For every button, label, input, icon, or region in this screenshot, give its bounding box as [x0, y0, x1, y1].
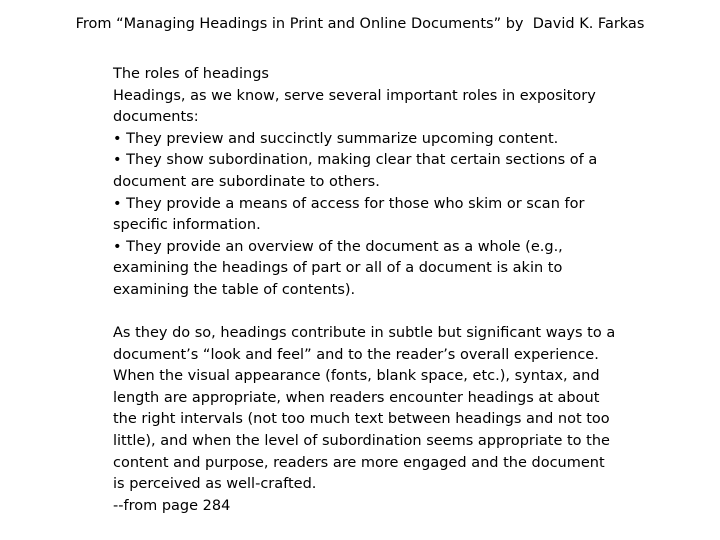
text-line: documents: [113, 109, 199, 126]
text-line: specific information. [113, 217, 261, 234]
source-citation: From “Managing Headings in Print and Online Documents” by David K. Farkas [75, 16, 645, 32]
bullet-line: • They provide a means of access for those who skim or scan for [113, 195, 585, 212]
text-line: examining the headings of part or all of a document is akin to [113, 260, 563, 277]
text-line: is perceived as well-crafted. [113, 476, 317, 493]
text-line: Headings, as we know, serve several important roles in expository [113, 87, 596, 104]
roles-of-headings-section [113, 64, 633, 302]
page-reference: --from page 284 [113, 497, 231, 514]
bullet-line: • They provide an overview of the document as a whole (e.g., [113, 238, 563, 255]
section-heading: The roles of headings [113, 66, 269, 82]
text-line: document’s “look and feel” and to the reader’s overall experience. [113, 346, 599, 363]
text-line: length are appropriate, when readers encounter headings at about [113, 389, 600, 406]
text-line: When the visual appearance (fonts, blank space, etc.), syntax, and [113, 368, 600, 385]
text-line: content and purpose, readers are more engaged and the document [113, 454, 605, 471]
text-line: As they do so, headings contribute in subtle but significant ways to a [113, 325, 616, 341]
text-line: the right intervals (not too much text between headings and not too [113, 411, 610, 428]
look-and-feel-paragraph [113, 323, 633, 517]
bullet-line: • They show subordination, making clear that certain sections of a [113, 152, 598, 169]
text-line: examining the table of contents). [113, 281, 356, 298]
text-line: document are subordinate to others. [113, 173, 380, 190]
bullet-line: • They preview and succinctly summarize upcoming content. [113, 130, 559, 147]
text-line: little), and when the level of subordination seems appropriate to the [113, 432, 610, 449]
